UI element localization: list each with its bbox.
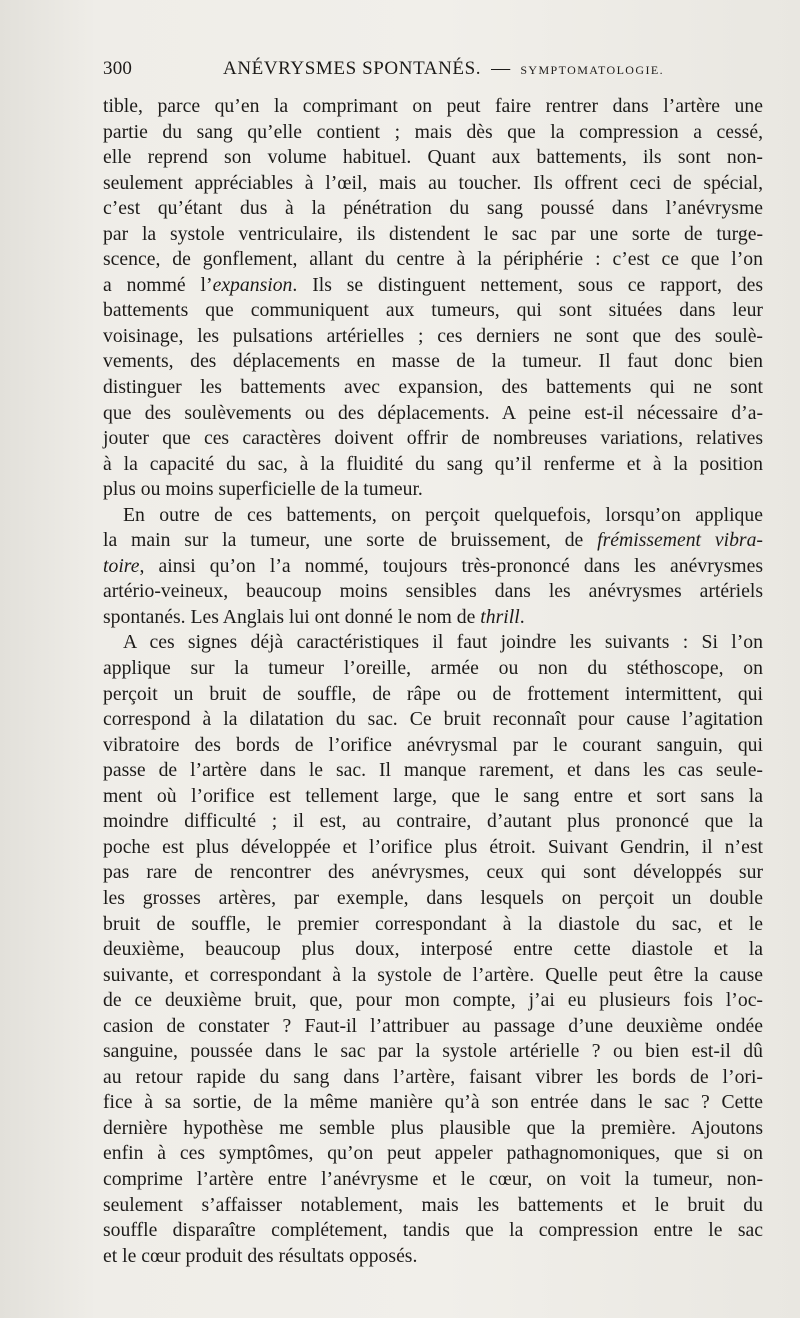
italic-term: thrill [480,605,520,628]
text-line [103,273,763,299]
text-run: passe de l’artère dans le sac. Il manque rarement, et dans les cas seule- [103,759,763,782]
text-run: A ces signes déjà caractéristiques il faut joindre les suivants : Si l’on [123,631,763,654]
text-line [103,324,763,350]
text-line [103,579,763,605]
text-line [103,758,763,784]
text-line [103,912,763,938]
text-line [103,860,763,886]
running-header [103,58,763,94]
paragraph [103,630,763,1269]
text-run: partie du sang qu’elle contient ; mais dès que la compression a cessé, [103,120,763,143]
text-run: scence, de gonflement, allant du centre à la périphérie : c’est ce que l’on [103,248,763,271]
paragraph [103,94,763,503]
text-run: casion de constater ? Faut-il l’attribuer au passage d’une deuxième ondée [103,1014,763,1037]
text-run: sanguine, poussée dans le sac par la systole artérielle ? ou bien est-il dû [103,1040,763,1063]
text-run: souffle disparaître complétement, tandis que la compression entre le sac [103,1219,763,1242]
text-run: à la capacité du sac, à la fluidité du sang qu’il renferme et à la position [103,452,763,475]
text-line [103,605,763,631]
text-line [103,1244,763,1270]
text-run: battements que communiquent aux tumeurs, qui sont situées dans leur [103,299,763,322]
text-run: dernière hypothèse me semble plus plausible que la première. Ajoutons [103,1116,763,1139]
text-line [103,707,763,733]
text-run: plus ou moins superficielle de la tumeur. [103,478,423,501]
text-line [103,656,763,682]
text-run: bruit de souffle, le premier correspondant à la diastole du sac, et le [103,912,763,935]
text-line [103,1039,763,1065]
text-run: spontanés. Les Anglais lui ont donné le nom de [103,605,481,628]
text-line [103,835,763,861]
text-run: seulement s’affaisser notablement, mais les battements et le bruit du [103,1193,763,1216]
text-line [103,401,763,427]
text-line [103,171,763,197]
text-line [103,1167,763,1193]
text-run: tible, parce qu’en la comprimant on peut faire rentrer dans l’artère une [103,95,763,117]
text-run: de ce deuxième bruit, que, pour mon compte, j’ai eu plusieurs fois l’oc- [103,989,763,1012]
italic-term: frémissement vibra- [597,529,763,552]
text-run: au retour rapide du sang dans l’artère, faisant vibrer les bords de l’ori- [103,1065,763,1088]
text-line [103,1014,763,1040]
text-line [103,477,763,503]
text-run: En outre de ces battements, on perçoit quelquefois, lorsqu’on applique [123,503,763,526]
running-title: ANÉVRYSMES SPONTANÉS. [223,58,482,79]
text-run: jouter que ces caractères doivent offrir de nombreuses variations, relatives [103,427,763,450]
text-run: pas rare de rencontrer des anévrysmes, ceux qui sont développés sur [103,861,763,884]
text-line [103,452,763,478]
text-line [103,630,763,656]
text-line [103,120,763,146]
text-run: comprime l’artère entre l’anévrysme et le cœur, on voit la tumeur, non- [103,1167,763,1190]
text-run: et le cœur produit des résultats opposés. [103,1244,418,1267]
italic-term: expansion [212,273,293,296]
text-run: enfin à ces symptômes, qu’on peut appeler pathagnomoniques, que si on [103,1142,763,1165]
text-line [103,682,763,708]
text-run: suivante, et correspondant à la systole de l’artère. Quelle peut être la cause [103,963,763,986]
text-line [103,988,763,1014]
header-separator: — [491,58,511,79]
text-line [103,94,763,120]
text-run: a nommé l’ [103,273,213,296]
text-line [103,1090,763,1116]
text-line [103,886,763,912]
text-run: artério-veineux, beaucoup moins sensibles dans les anévrysmes artériels [103,580,763,603]
text-run: voisinage, les pulsations artérielles ; ces derniers ne sont que des soulè- [103,324,763,347]
text-run: deuxième, beaucoup plus doux, interposé entre cette diastole et la [103,938,763,961]
text-line [103,1218,763,1244]
text-run: fice à sa sortie, de la même manière qu’à son entrée dans le sac ? Cette [103,1091,763,1114]
text-line [103,554,763,580]
text-line [103,1116,763,1142]
section-title: SYMPTOMATOLOGIE. [520,63,664,77]
text-run: applique sur la tumeur l’oreille, armée ou non du stéthoscope, on [103,657,763,680]
text-run: par la systole ventriculaire, ils distendent le sac par une sorte de turge- [103,222,763,245]
text-run: correspond à la dilatation du sac. Ce bruit reconnaît pour cause l’agitation [103,708,763,731]
text-run: les grosses artères, par exemple, dans lesquels on perçoit un double [103,886,763,909]
text-run: que des soulèvements ou des déplacements. A peine est-il nécessaire d’a- [103,401,763,424]
paragraph [103,503,763,631]
text-line [103,145,763,171]
page-number: 300 [103,58,133,79]
text-run: la main sur la tumeur, une sorte de bruissement, de [103,529,598,552]
text-run: ment où l’orifice est tellement large, que le sang entre et sort sans la [103,784,763,807]
text-line [103,963,763,989]
text-line [103,528,763,554]
text-run: elle reprend son volume habituel. Quant aux battements, ils sont non- [103,146,763,169]
text-run: . [519,605,525,628]
text-line [103,298,763,324]
text-line [103,784,763,810]
text-run: . Ils se distinguent nettement, sous ce rapport, des [292,273,763,296]
text-run: vibratoire des bords de l’orifice anévrysmal par le courant sanguin, qui [103,733,763,756]
text-line [103,937,763,963]
text-run: vements, des déplacements en masse de la tumeur. Il faut donc bien [103,350,763,373]
text-line [103,1141,763,1167]
text-run: , ainsi qu’on l’a nommé, toujours très-prononcé dans les anévrysmes [139,554,763,577]
text-line [103,375,763,401]
text-line [103,349,763,375]
text-run: seulement appréciables à l’œil, mais au toucher. Ils offrent ceci de spécial, [103,171,763,194]
italic-term: toire [103,554,140,577]
text-line [103,426,763,452]
text-line [103,1065,763,1091]
text-line [103,247,763,273]
text-run: perçoit un bruit de souffle, de râpe ou de frottement intermittent, qui [103,682,763,705]
text-run: distinguer les battements avec expansion, des battements qui ne sont [103,376,763,399]
text-line [103,196,763,222]
text-line [103,1193,763,1219]
text-line [103,733,763,759]
text-line [103,809,763,835]
text-run: poche est plus développée et l’orifice plus étroit. Suivant Gendrin, il n’est [103,835,763,858]
body-text [103,94,763,1269]
text-line [103,503,763,529]
text-line [103,222,763,248]
text-run: moindre difficulté ; il est, au contraire, d’autant plus prononcé que la [103,810,763,833]
text-run: c’est qu’étant dus à la pénétration du sang poussé dans l’anévrysme [103,197,763,220]
